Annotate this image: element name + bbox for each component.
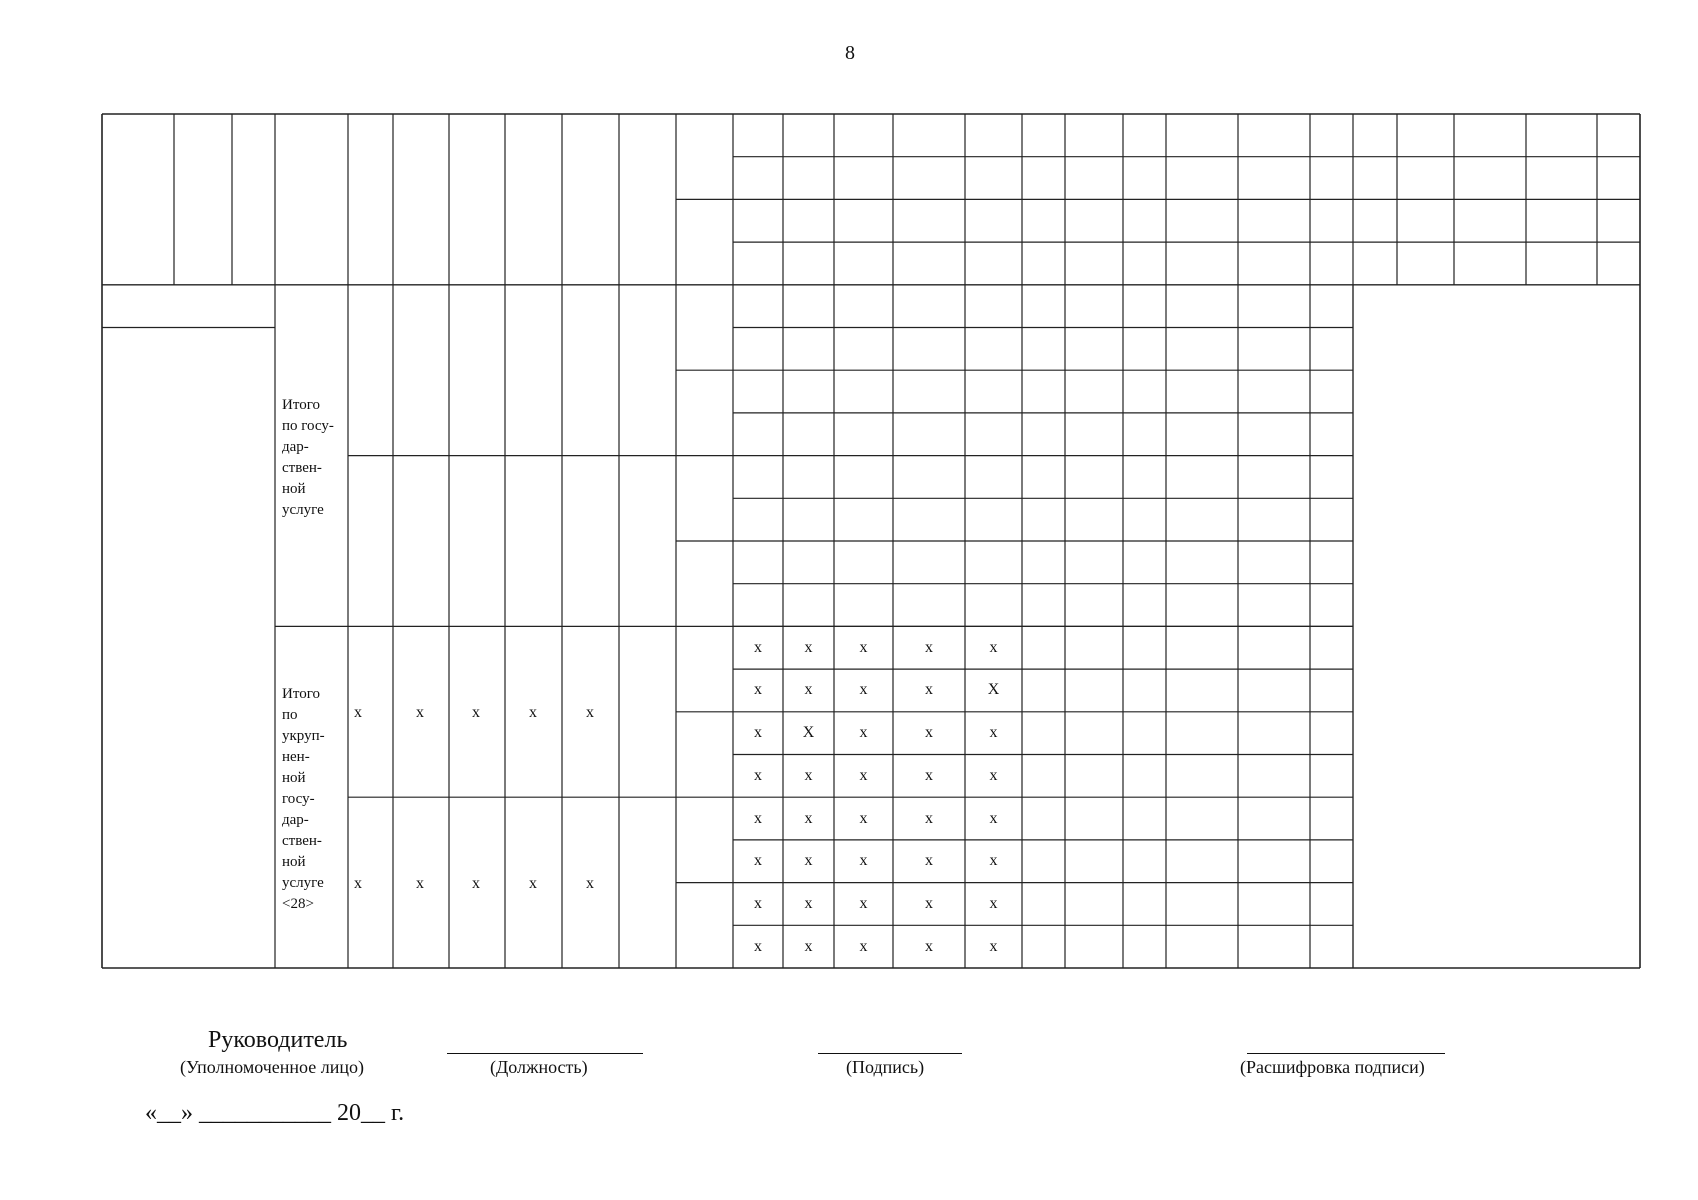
x-mark: x <box>989 724 998 742</box>
label-line: <28> <box>282 896 314 912</box>
position-line <box>447 1053 643 1054</box>
position-caption: (Должность) <box>490 1057 588 1077</box>
label-line: Итого <box>282 397 320 413</box>
x-mark: x <box>925 852 933 870</box>
label-line: услуге <box>282 875 324 891</box>
x-mark: x <box>804 638 813 656</box>
head-title: Руководитель <box>208 1027 348 1053</box>
label-line: ной <box>282 770 306 786</box>
x-mark: x <box>804 809 813 827</box>
x-mark: x <box>754 937 762 955</box>
x-mark: x <box>354 875 362 892</box>
x-mark: x <box>925 766 933 784</box>
label-line: госу- <box>282 791 315 807</box>
x-mark: x <box>472 875 480 892</box>
x-mark: x <box>859 809 868 827</box>
label-line: Итого <box>282 686 320 702</box>
row-label-total-enlarged-service <box>282 684 325 915</box>
row-label-total-service <box>282 395 334 521</box>
x-mark: x <box>354 704 362 721</box>
x-mark: x <box>529 704 537 721</box>
x-mark: x <box>989 809 998 827</box>
x-mark: x <box>754 852 762 870</box>
x-mark: x <box>925 638 933 656</box>
page-number: 8 <box>845 42 855 64</box>
x-mark: x <box>925 937 933 955</box>
x-mark: x <box>804 894 813 912</box>
x-mark: x <box>989 766 998 784</box>
x-mark: x <box>925 809 933 827</box>
label-line: дар- <box>282 439 309 455</box>
x-mark: x <box>472 704 480 721</box>
x-mark: x <box>925 681 933 699</box>
x-mark: x <box>989 937 998 955</box>
label-line: дар- <box>282 812 309 828</box>
x-mark: x <box>859 638 868 656</box>
x-mark: x <box>989 894 998 912</box>
x-mark: x <box>416 875 424 892</box>
x-mark: x <box>859 724 868 742</box>
x-mark: x <box>804 852 813 870</box>
x-mark: x <box>416 704 424 721</box>
x-mark: X <box>987 681 1000 699</box>
signature-caption: (Подпись) <box>846 1057 925 1077</box>
label-line: укруп- <box>282 728 325 744</box>
x-mark: x <box>754 766 762 784</box>
x-mark: x <box>754 638 762 656</box>
x-mark: x <box>859 937 868 955</box>
date-line: «__» ___________ 20__ г. <box>145 1100 405 1126</box>
label-line: ной <box>282 481 306 497</box>
x-mark: x <box>989 852 998 870</box>
x-mark: x <box>859 894 868 912</box>
label-line: нен- <box>282 749 310 765</box>
x-mark: x <box>754 894 762 912</box>
label-line: ствен- <box>282 460 322 476</box>
label-line: по <box>282 707 298 723</box>
x-mark: x <box>859 681 868 699</box>
x-mark: x <box>859 766 868 784</box>
x-mark: x <box>804 766 813 784</box>
decoding-line <box>1247 1053 1445 1054</box>
x-mark: x <box>989 638 998 656</box>
head-subtitle: (Уполномоченное лицо) <box>180 1057 365 1077</box>
x-mark: x <box>925 724 933 742</box>
x-mark: x <box>859 852 868 870</box>
label-line: ствен- <box>282 833 322 849</box>
x-mark: x <box>754 681 762 699</box>
label-line: по госу- <box>282 418 334 434</box>
x-mark: x <box>804 937 813 955</box>
label-line: ной <box>282 854 306 870</box>
x-mark: x <box>586 875 594 892</box>
x-mark: x <box>804 681 813 699</box>
signature-line <box>818 1053 962 1054</box>
x-mark: x <box>586 704 594 721</box>
label-line: услуге <box>282 502 324 518</box>
x-mark: x <box>754 724 762 742</box>
x-mark: x <box>925 894 933 912</box>
decoding-caption: (Расшифровка подписи) <box>1240 1057 1425 1077</box>
x-mark: X <box>802 724 815 742</box>
x-mark: x <box>529 875 537 892</box>
x-mark: x <box>754 809 762 827</box>
